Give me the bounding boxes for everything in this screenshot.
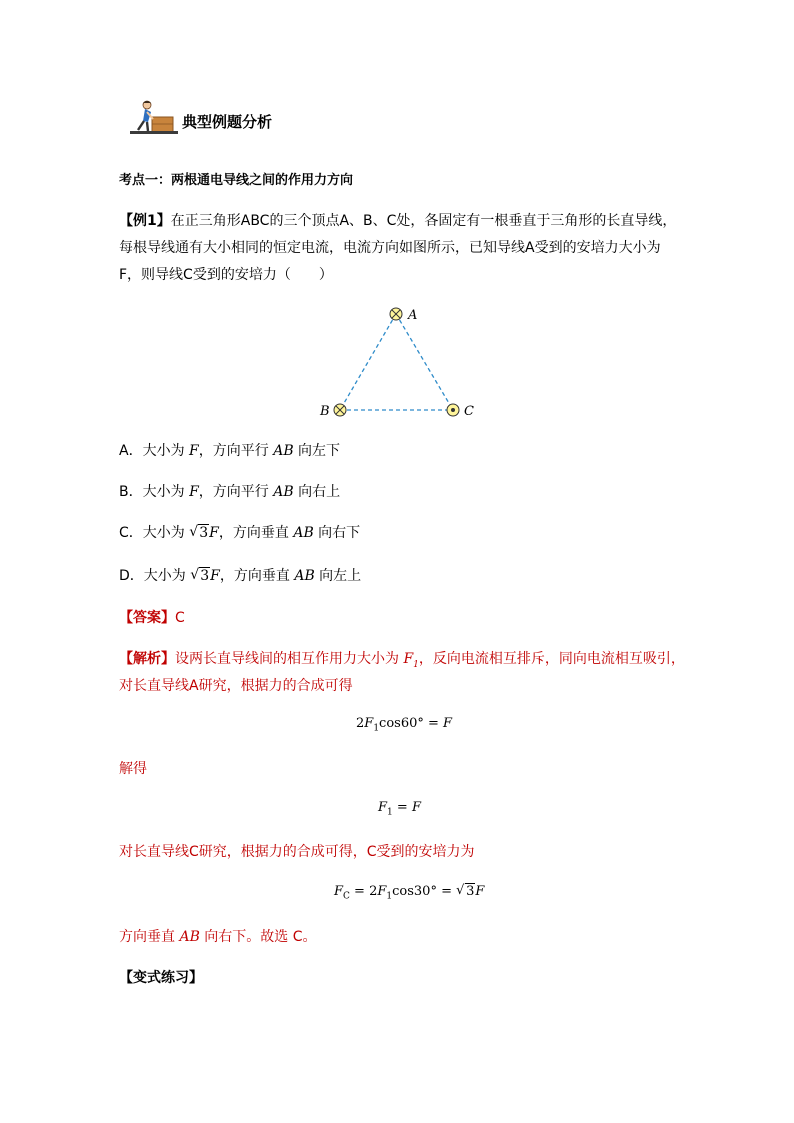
edge-ac (396, 314, 453, 410)
equation-2: $F_1 = F$ (378, 800, 421, 818)
answer-label: 【答案】 (119, 610, 175, 626)
topic-heading: 考点一：两根通电导线之间的作用力方向 (119, 173, 354, 188)
label-b: B (320, 404, 330, 419)
section-title: 典型例题分析 (182, 113, 273, 131)
person-pushing-box-icon (130, 100, 178, 136)
label-c: C (464, 404, 474, 419)
answer-line (119, 608, 185, 628)
example-tag: 【例1】 (119, 213, 171, 229)
answer-value: C (175, 610, 185, 626)
jiede-text: 解得 (119, 761, 147, 777)
option-c: C．大小为 √ 3F，方向垂直 AB 向右下 (119, 523, 360, 543)
edge-ab (340, 314, 396, 410)
example-line-2: 每根导线通有大小相同的恒定电流，电流方向如图所示，已知导线A受到的安培力大小为 (119, 240, 661, 256)
equation-3: $F_C = 2F_1\cos 30^\circ$ = √ 3F (334, 884, 484, 902)
example-line-1 (119, 211, 676, 231)
option-a: A．大小为 F，方向平行 AB 向左下 (119, 443, 341, 459)
triangle-figure (310, 300, 490, 430)
analysis-line-2: 对长直导线A研究，根据力的合成可得 (119, 678, 353, 694)
option-d: D．大小为 √ 3F，方向垂直 AB 向左上 (119, 566, 361, 586)
label-a: A (408, 308, 418, 323)
equation-1: $2F_1\cos 60^\circ = F$ (356, 716, 453, 734)
variant-heading: 【变式练习】 (119, 970, 203, 986)
example-text-1: 在正三角形ABC的三个顶点A、B、C处，各固定有一根垂直于三角形的长直导线， (170, 213, 677, 229)
triangle-edges (340, 314, 453, 410)
option-b: B．大小为 F，方向平行 AB 向右上 (119, 484, 341, 500)
analysis-label: 【解析】 (119, 651, 175, 667)
wire-b-into-page-icon (334, 404, 346, 416)
analysis-line-1: 【解析】设两长直导线间的相互作用力大小为 $F_1$，反向电流相互排斥，同向电流相互吸引， (119, 651, 685, 670)
analysis-line-4: 方向垂直 AB 向右下。故选 C。 (119, 929, 317, 945)
example-line-3: F，则导线C受到的安培力（ ） (119, 267, 333, 283)
wire-c-out-of-page-icon (447, 404, 459, 416)
analysis-line-3: 对长直导线C研究，根据力的合成可得，C受到的安培力为 (119, 844, 475, 860)
wire-a-into-page-icon (390, 308, 402, 320)
section-header (130, 100, 330, 140)
